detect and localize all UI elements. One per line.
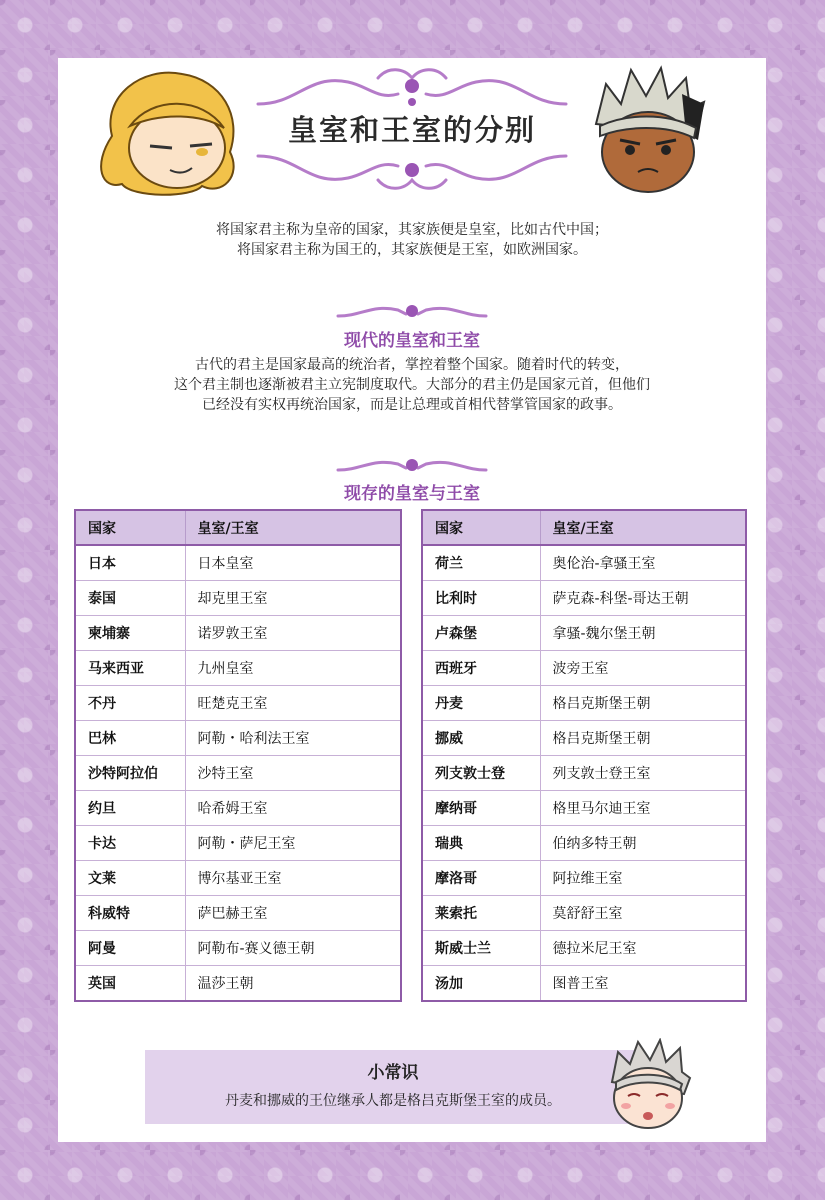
house-cell: 格吕克斯堡王朝 — [540, 686, 746, 721]
country-cell: 莱索托 — [422, 896, 540, 931]
country-cell: 丹麦 — [422, 686, 540, 721]
table-row — [75, 861, 401, 896]
country-cell: 卢森堡 — [422, 616, 540, 651]
house-cell: 格吕克斯堡王朝 — [540, 721, 746, 756]
country-cell: 马来西亚 — [75, 651, 185, 686]
country-cell: 日本 — [75, 545, 185, 581]
house-cell: 诺罗敦王室 — [185, 616, 401, 651]
house-cell: 格里马尔迪王室 — [540, 791, 746, 826]
table-row — [422, 966, 746, 1002]
intro-line-2: 将国家君主称为国王的，其家族便是王室，如欧洲国家。 — [237, 242, 587, 258]
house-cell: 波旁王室 — [540, 651, 746, 686]
table-row — [422, 826, 746, 861]
country-cell: 约旦 — [75, 791, 185, 826]
column-header-country: 国家 — [75, 510, 185, 545]
country-cell: 摩洛哥 — [422, 861, 540, 896]
house-cell: 哈希姆王室 — [185, 791, 401, 826]
table-row — [422, 721, 746, 756]
table-row — [75, 545, 401, 581]
house-cell: 博尔基亚王室 — [185, 861, 401, 896]
table-row — [75, 896, 401, 931]
country-cell: 挪威 — [422, 721, 540, 756]
table-row — [422, 686, 746, 721]
country-cell: 泰国 — [75, 581, 185, 616]
table-row — [422, 931, 746, 966]
country-cell: 沙特阿拉伯 — [75, 756, 185, 791]
house-cell: 拿骚-魏尔堡王朝 — [540, 616, 746, 651]
spiky-hair-character-icon — [586, 64, 706, 198]
monarchy-table-left — [74, 509, 402, 1002]
table-row — [75, 826, 401, 861]
section-flourish-icon — [332, 454, 492, 476]
intro-line-1: 将国家君主称为皇帝的国家，其家族便是皇室，比如古代中国； — [216, 222, 608, 238]
table-header-row — [422, 510, 746, 545]
grey-hair-character-icon — [604, 1038, 692, 1134]
country-cell: 比利时 — [422, 581, 540, 616]
column-header-house: 皇室/王室 — [540, 510, 746, 545]
country-cell: 不丹 — [75, 686, 185, 721]
monarchy-table-right — [421, 509, 747, 1002]
house-cell: 阿拉维王室 — [540, 861, 746, 896]
house-cell: 奥伦治-拿骚王室 — [540, 545, 746, 581]
modern-line-3: 已经没有实权再统治国家，而是让总理或首相代替掌管国家的政事。 — [202, 397, 622, 413]
existing-section-title: 现存的皇室与王室 — [344, 484, 480, 504]
house-cell: 德拉米尼王室 — [540, 931, 746, 966]
country-cell: 阿曼 — [75, 931, 185, 966]
country-cell: 列支敦士登 — [422, 756, 540, 791]
country-cell: 西班牙 — [422, 651, 540, 686]
house-cell: 萨巴赫王室 — [185, 896, 401, 931]
modern-section-title: 现代的皇室和王室 — [344, 331, 480, 351]
country-cell: 摩纳哥 — [422, 791, 540, 826]
column-header-house: 皇室/王室 — [185, 510, 401, 545]
tip-box — [145, 1050, 641, 1124]
country-cell: 荷兰 — [422, 545, 540, 581]
table-row — [422, 581, 746, 616]
house-cell: 九州皇室 — [185, 651, 401, 686]
house-cell: 萨克森-科堡-哥达王朝 — [540, 581, 746, 616]
house-cell: 日本皇室 — [185, 545, 401, 581]
table-row — [422, 791, 746, 826]
bottom-flourish-icon — [228, 150, 596, 192]
tip-title: 小常识 — [367, 1063, 419, 1083]
country-cell: 瑞典 — [422, 826, 540, 861]
tip-text: 丹麦和挪威的王位继承人都是格吕克斯堡王室的成员。 — [225, 1093, 561, 1109]
top-flourish-icon — [228, 64, 596, 110]
table-row — [422, 545, 746, 581]
modern-line-1: 古代的君主是国家最高的统治者，掌控着整个国家。随着时代的转变， — [195, 357, 629, 373]
country-cell: 卡达 — [75, 826, 185, 861]
table-row — [75, 756, 401, 791]
house-cell: 阿勒布-赛义德王朝 — [185, 931, 401, 966]
house-cell: 旺楚克王室 — [185, 686, 401, 721]
table-row — [75, 651, 401, 686]
table-row — [75, 581, 401, 616]
modern-line-2: 这个君主制也逐渐被君主立宪制度取代。大部分的君主仍是国家元首，但他们 — [174, 377, 650, 393]
table-row — [75, 686, 401, 721]
column-header-country: 国家 — [422, 510, 540, 545]
title-block — [228, 64, 596, 192]
page-title: 皇室和王室的分别 — [287, 113, 536, 147]
country-cell: 科威特 — [75, 896, 185, 931]
blonde-character-icon — [92, 66, 242, 202]
country-cell: 英国 — [75, 966, 185, 1002]
page-card — [58, 58, 766, 1142]
table-row — [422, 896, 746, 931]
country-cell: 斯威士兰 — [422, 931, 540, 966]
country-cell: 柬埔寨 — [75, 616, 185, 651]
table-row — [422, 616, 746, 651]
table-row — [422, 651, 746, 686]
table-row — [75, 791, 401, 826]
house-cell: 伯纳多特王朝 — [540, 826, 746, 861]
table-header-row — [75, 510, 401, 545]
house-cell: 莫舒舒王室 — [540, 896, 746, 931]
house-cell: 却克里王室 — [185, 581, 401, 616]
house-cell: 图普王室 — [540, 966, 746, 1002]
country-cell: 巴林 — [75, 721, 185, 756]
house-cell: 沙特王室 — [185, 756, 401, 791]
house-cell: 列支敦士登王室 — [540, 756, 746, 791]
house-cell: 阿勒・萨尼王室 — [185, 826, 401, 861]
house-cell: 温莎王朝 — [185, 966, 401, 1002]
country-cell: 汤加 — [422, 966, 540, 1002]
table-row — [422, 861, 746, 896]
table-row — [75, 931, 401, 966]
table-row — [75, 616, 401, 651]
country-cell: 文莱 — [75, 861, 185, 896]
table-row — [75, 721, 401, 756]
table-row — [422, 756, 746, 791]
section-flourish-icon — [332, 300, 492, 322]
house-cell: 阿勒・哈利法王室 — [185, 721, 401, 756]
table-row — [75, 966, 401, 1002]
